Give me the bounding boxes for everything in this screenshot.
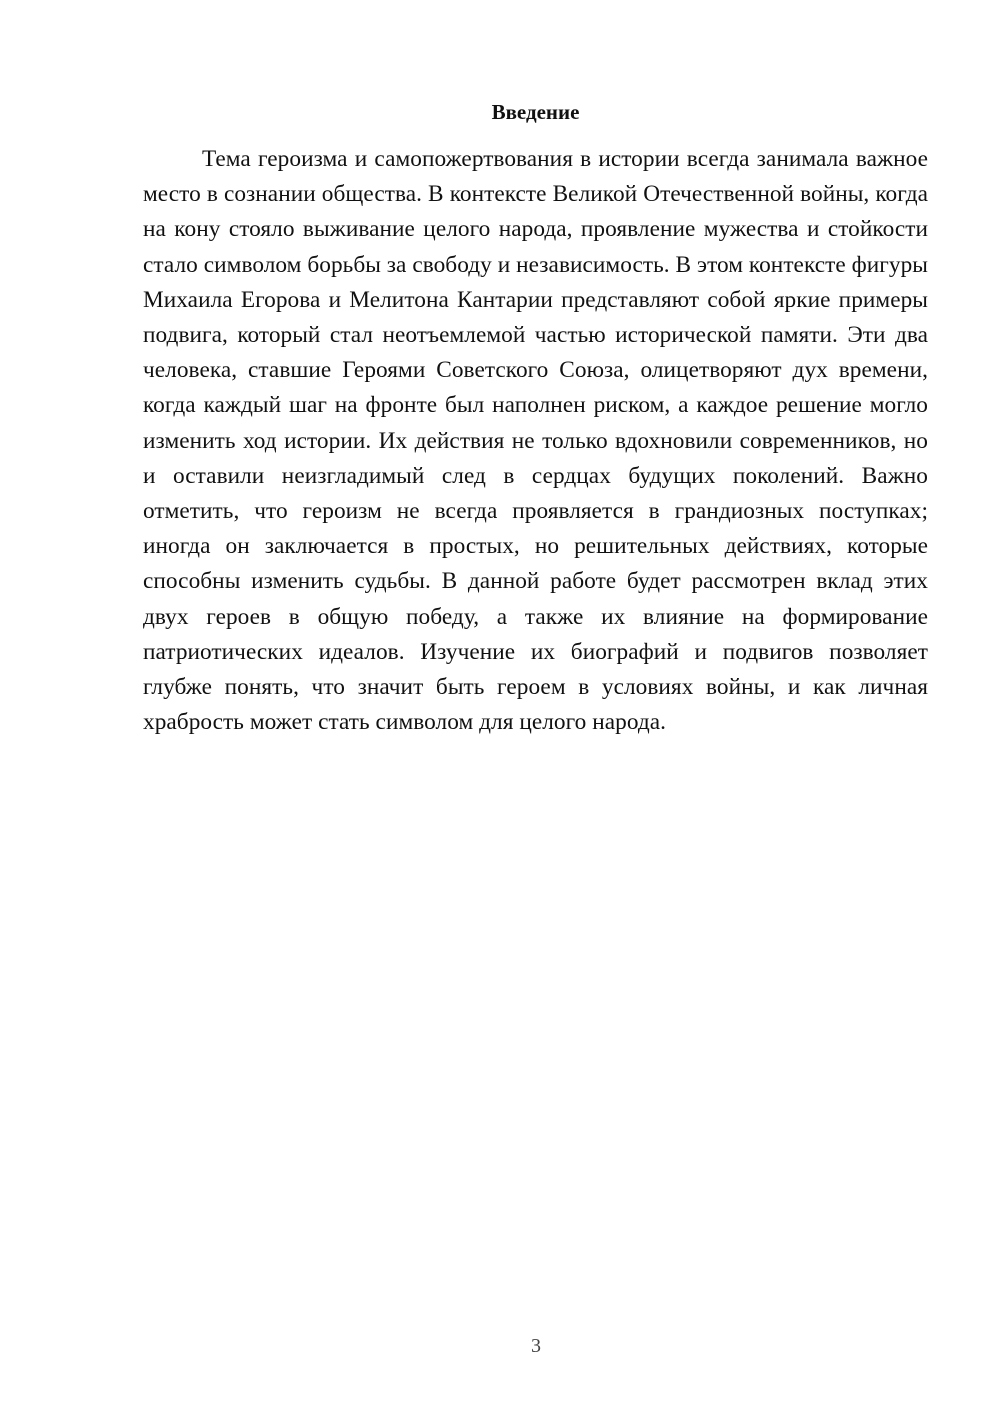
page-number: 3	[531, 1335, 541, 1357]
body-paragraph: Тема героизма и самопожертвования в истории всегда занимала важное место в сознании общества. В контексте Великой Отечественной войны, когда на кону стояло выживание целого народа, проявление мужества и стойкости стало символом борьбы за свободу и независимость. В этом контексте фигуры Михаила Егорова и Мелитона Кантарии представляют собой яркие примеры подвига, который стал неотъемлемой частью исторической памяти. Эти два человека, ставшие Героями Советского Союза, олицетворяют дух времени, когда каждый шаг на фронте был наполнен риском, а каждое решение могло изменить ход истории. Их действия не только вдохновили современников, но и оставили неизгладимый след в сердцах будущих поколений. Важно отметить, что героизм не всегда проявляется в грандиозных поступках; иногда он заключается в простых, но решительных действиях, которые способны изменить судьбы. В данной работе будет рассмотрен вклад этих двух героев в общую победу, а также их влияние на формирование патриотических идеалов. Изучение их биографий и подвигов позволяет глубже понять, что значит быть героем в условиях войны, и как личная храбрость может стать символом для целого народа.	[143, 146, 928, 736]
section-heading: Введение	[491, 100, 580, 124]
